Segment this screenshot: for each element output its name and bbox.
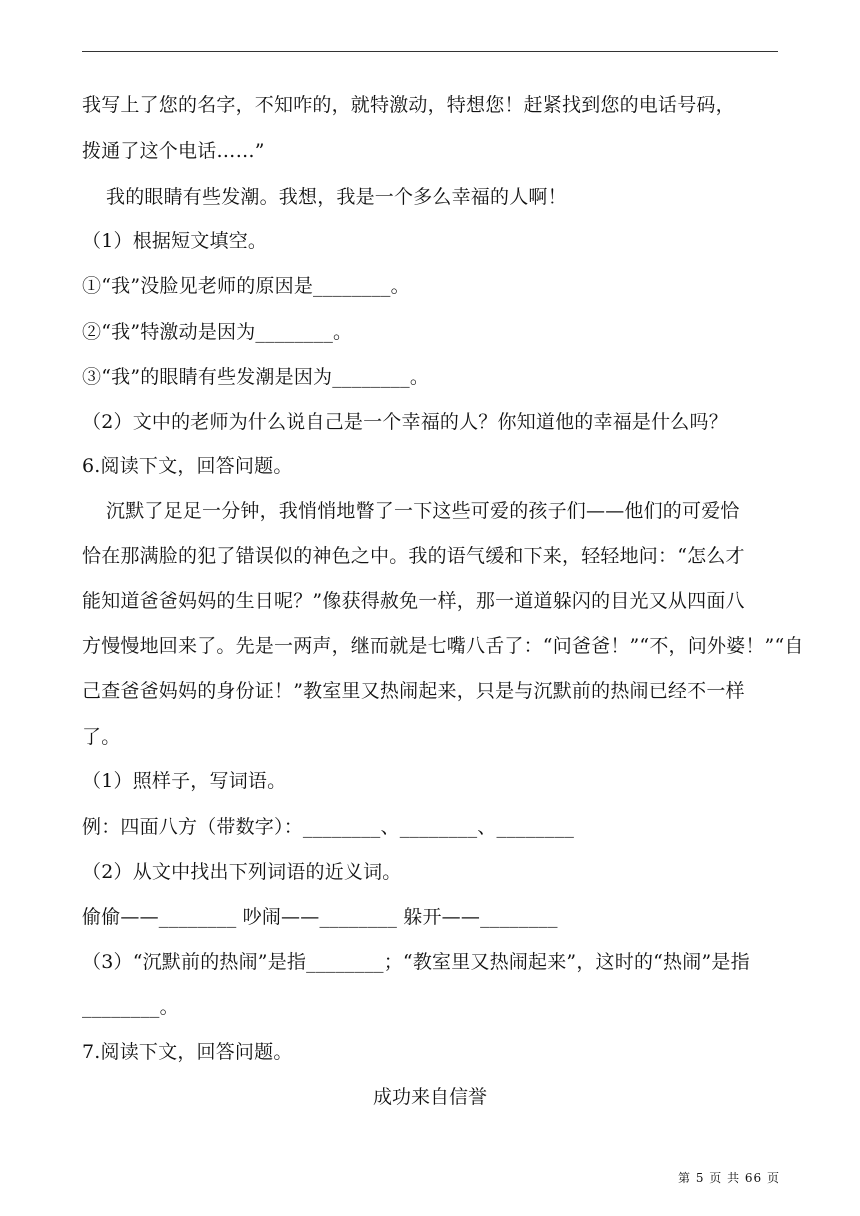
question-1-item-1: ①“我”没脸见老师的原因是________。 bbox=[82, 275, 410, 297]
passage-6-line-2: 恰在那满脸的犯了错误似的神色之中。我的语气缓和下来，轻轻地问：“怎么才 bbox=[82, 545, 745, 567]
passage-6-line-6: 了。 bbox=[82, 726, 121, 748]
header-rule bbox=[82, 51, 778, 52]
section-6-question-2: （2）从文中找出下列词语的近义词。 bbox=[82, 861, 402, 883]
section-7-heading: 7.阅读下文，回答问题。 bbox=[82, 1041, 293, 1063]
passage-6-line-4: 方慢慢地回来了。先是一两声，继而就是七嘴八舌了：“问爸爸！”“不，问外婆！”“自 bbox=[82, 635, 804, 657]
section-6-question-3: （3）“沉默前的热闹”是指________；“教室里又热闹起来”，这时的“热闹”是指 bbox=[82, 951, 750, 973]
passage-7-title: 成功来自信誉 bbox=[372, 1086, 487, 1108]
passage-6-line-5: 己查爸爸妈妈的身份证！”教室里又热闹起来，只是与沉默前的热闹已经不一样 bbox=[82, 680, 745, 702]
text-line-1: 我写上了您的名字，不知咋的，就特激动，特想您！赶紧找到您的电话号码， bbox=[82, 94, 735, 116]
question-1-item-3: ③“我”的眼睛有些发潮是因为________。 bbox=[82, 366, 430, 388]
section-6-heading: 6.阅读下文，回答问题。 bbox=[82, 455, 293, 477]
passage-6-line-3: 能知道爸爸妈妈的生日呢？”像获得赦免一样，那一道道躲闪的目光又从四面八 bbox=[82, 590, 745, 612]
section-6-question-1-example: 例：四面八方（带数字）：________、________、________ bbox=[82, 816, 575, 838]
text-line-2: 拨通了这个电话……” bbox=[82, 140, 265, 162]
passage-6-line-1: 沉默了足足一分钟，我悄悄地瞥了一下这些可爱的孩子们——他们的可爱恰 bbox=[106, 500, 740, 522]
section-6-question-1: （1）照样子，写词语。 bbox=[82, 770, 287, 792]
question-1-item-2: ②“我”特激动是因为________。 bbox=[82, 321, 353, 343]
section-6-question-3-cont: ________。 bbox=[82, 996, 179, 1018]
section-6-question-2-items: 偷偷——________ 吵闹——________ 躲开——________ bbox=[82, 906, 558, 928]
page-footer: 第 5 页 共 66 页 bbox=[678, 1171, 780, 1185]
question-1-heading: （1）根据短文填空。 bbox=[82, 230, 268, 252]
text-line-3: 我的眼睛有些发潮。我想，我是一个多么幸福的人啊！ bbox=[106, 186, 567, 208]
question-2: （2）文中的老师为什么说自己是一个幸福的人？你知道他的幸福是什么吗？ bbox=[82, 411, 728, 433]
